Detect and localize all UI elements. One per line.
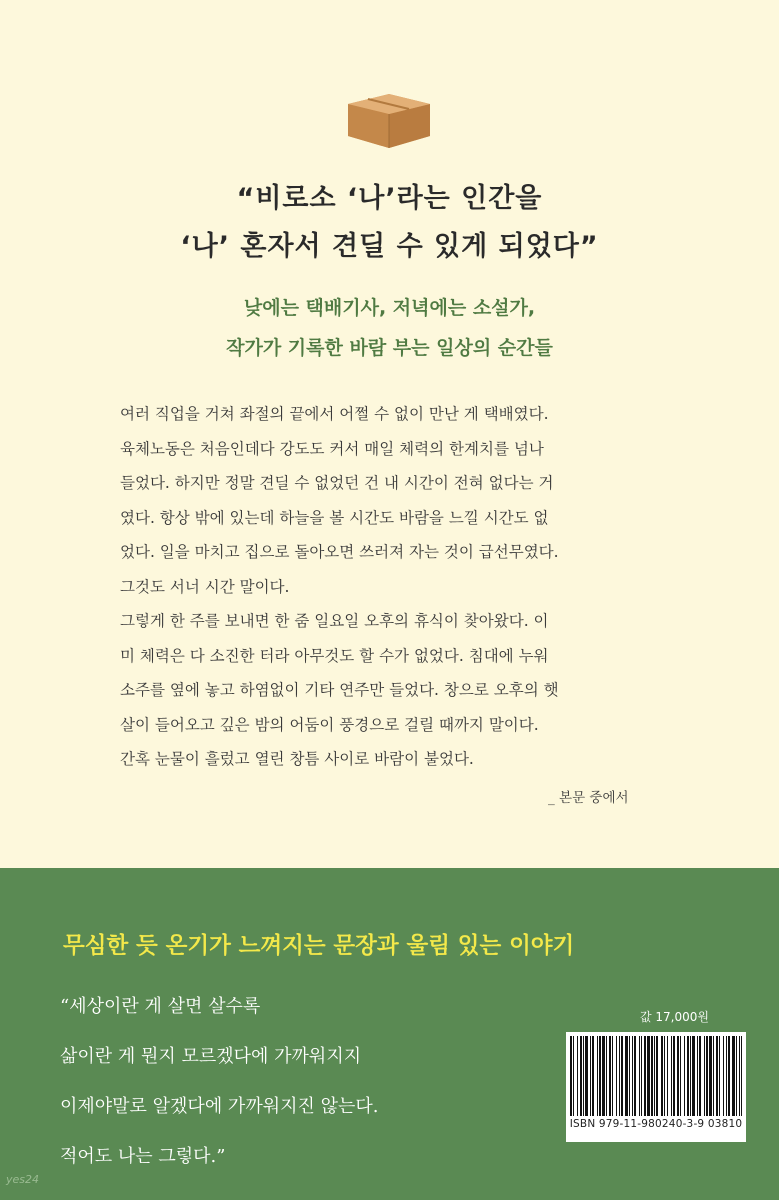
isbn-text: ISBN 979-11-980240-3-9 03810 xyxy=(569,1118,743,1130)
subheadline-line-1: 낮에는 택배기사, 저녁에는 소설가, xyxy=(243,297,536,319)
excerpt-line: 살이 들어오고 깊은 밤의 어둠이 풍경으로 걸릴 때까지 말이다. xyxy=(120,715,539,734)
cardboard-box-icon xyxy=(344,92,434,150)
excerpt-body xyxy=(120,397,660,777)
excerpt-line: 었다. 일을 마치고 집으로 돌아오면 쓰러져 자는 것이 급선무였다. xyxy=(120,543,559,561)
barcode xyxy=(566,1032,746,1142)
headline-line-1: “비로소 ‘나’라는 인간을 xyxy=(236,183,543,214)
tagline: 무심한 듯 온기가 느껴지는 문장과 울림 있는 이야기 xyxy=(63,933,575,959)
barcode-bars xyxy=(570,1036,742,1116)
excerpt-line: 여러 직업을 거쳐 좌절의 끝에서 어쩔 수 없이 만난 게 택배였다. xyxy=(120,405,549,423)
back-quote xyxy=(60,982,480,1182)
quote-line: 이제야말로 알겠다에 가까워지진 않는다. xyxy=(60,1096,379,1117)
subheadline-line-2: 작가가 기록한 바람 부는 일상의 순간들 xyxy=(226,337,553,359)
excerpt-line: 소주를 옆에 놓고 하염없이 기타 연주만 들었다. 창으로 오후의 햇 xyxy=(120,681,559,699)
excerpt-line: 육체노동은 처음인데다 강도도 커서 매일 체력의 한계치를 넘나 xyxy=(120,439,544,458)
quote-line: “세상이란 게 살면 살수록 xyxy=(60,996,261,1017)
back-green-panel xyxy=(0,868,779,1200)
excerpt-line: 였다. 항상 밖에 있는데 하늘을 볼 시간도 바람을 느낄 시간도 없 xyxy=(120,508,549,527)
excerpt-line: 간혹 눈물이 흘렀고 열린 창틈 사이로 바람이 불었다. xyxy=(120,750,474,768)
quote-line: 삶이란 게 뭔지 모르겠다에 가까워지지 xyxy=(60,1046,362,1067)
excerpt-line: 미 체력은 다 소진한 터라 아무것도 할 수가 없었다. 침대에 누워 xyxy=(120,646,549,665)
quote-line: 적어도 나는 그렇다.” xyxy=(60,1146,226,1167)
watermark: yes24 xyxy=(6,1173,40,1186)
excerpt-line: 그것도 서너 시간 말이다. xyxy=(120,577,290,596)
excerpt-source: _ 본문 중에서 xyxy=(548,790,629,806)
excerpt-line: 그렇게 한 주를 보내면 한 줌 일요일 오후의 휴식이 찾아왔다. 이 xyxy=(120,612,549,630)
excerpt-line: 들었다. 하지만 정말 견딜 수 없었던 건 내 시간이 전혀 없다는 거 xyxy=(120,474,554,492)
price-label: 값 17,000원 xyxy=(640,1010,709,1024)
headline-line-2: ‘나’ 혼자서 견딜 수 있게 되었다” xyxy=(180,231,599,262)
